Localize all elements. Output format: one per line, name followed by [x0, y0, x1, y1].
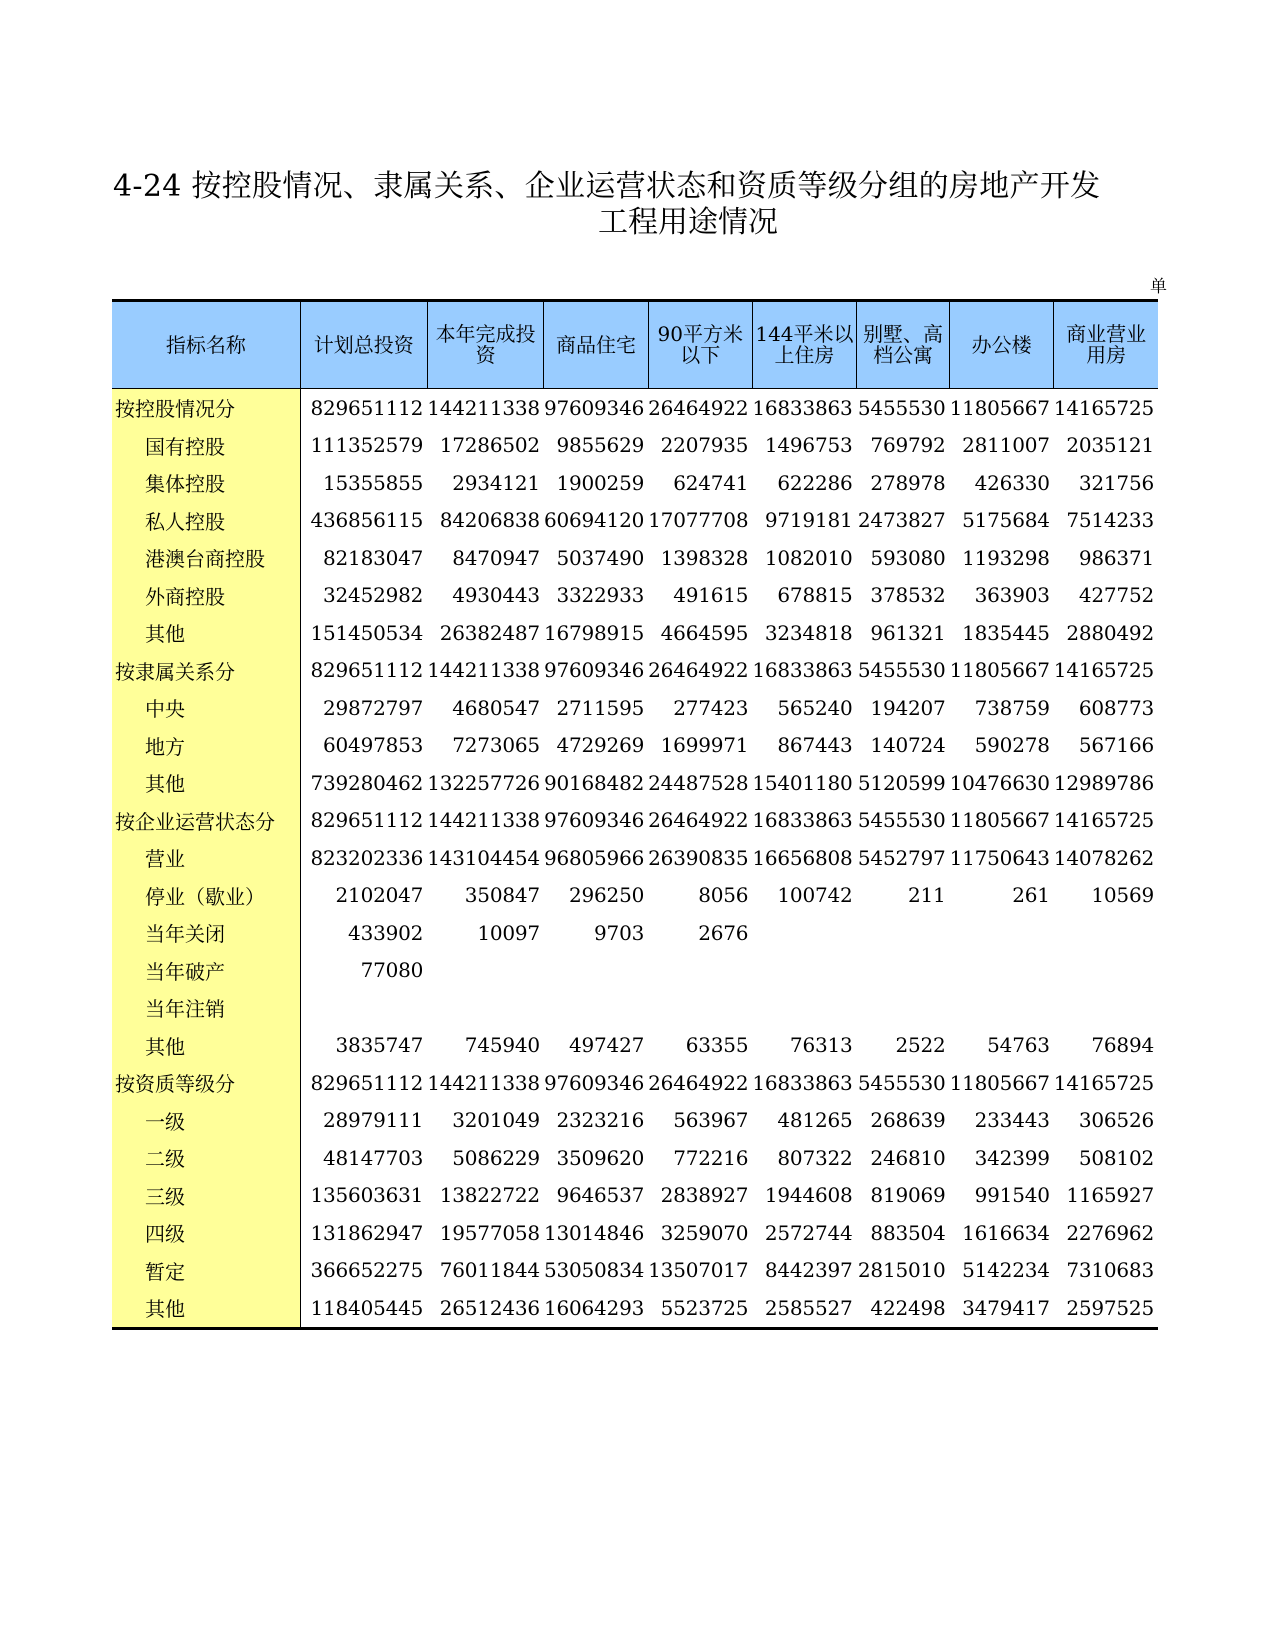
header-over-144sqm: 144平米以上住房: [752, 301, 856, 389]
table-cell: [648, 952, 752, 990]
table-cell: 10476630: [949, 770, 1050, 795]
row-label: 港澳台商控股: [112, 539, 300, 577]
table-cell: 769792: [870, 433, 946, 458]
row-label: 其他: [112, 764, 300, 802]
table-cell: 63355: [685, 1033, 749, 1058]
table-cell: 82183047: [323, 545, 424, 570]
table-row: [112, 389, 1158, 427]
table-cell: 2522: [895, 1033, 946, 1058]
table-cell: 2880492: [1066, 620, 1154, 645]
table-cell: 132257726: [427, 770, 540, 795]
table-row: [112, 689, 1158, 727]
table-cell: 54763: [987, 1033, 1050, 1058]
table-cell: 60497853: [323, 733, 424, 758]
statistics-table: [112, 299, 1158, 1330]
table-cell: 2323216: [556, 1108, 645, 1133]
table-cell: 14165725: [1053, 1070, 1154, 1095]
table-cell: 563967: [673, 1108, 749, 1133]
table-cell: 306526: [1078, 1108, 1154, 1133]
table-cell: 90168482: [543, 770, 645, 795]
header-indicator: 指标名称: [112, 301, 300, 389]
table-cell: 2815010: [857, 1258, 946, 1283]
row-label: 集体控股: [112, 464, 300, 502]
table-cell: 2473827: [857, 508, 946, 533]
table-cell: [857, 914, 950, 952]
table-cell: 481265: [777, 1108, 853, 1133]
table-cell: 5452797: [857, 845, 946, 870]
table-cell: 26464922: [648, 808, 749, 833]
table-cell: 883504: [870, 1220, 946, 1245]
table-cell: 11805667: [949, 395, 1050, 420]
table-cell: 60694120: [543, 508, 645, 533]
table-cell: 2276962: [1066, 1220, 1154, 1245]
table-cell: [950, 914, 1054, 952]
table-cell: 321756: [1078, 470, 1154, 495]
row-label: 当年关闭: [112, 914, 300, 952]
table-cell: [950, 989, 1054, 1027]
table-cell: 378532: [870, 583, 946, 608]
table-cell: 7310683: [1066, 1258, 1154, 1283]
table-cell: 144211338: [427, 395, 540, 420]
row-label: 停业（歇业）: [112, 877, 300, 915]
table-cell: 2934121: [452, 470, 540, 495]
row-label: 营业: [112, 839, 300, 877]
row-label: 中央: [112, 689, 300, 727]
table-cell: 624741: [673, 470, 749, 495]
row-label: 外商控股: [112, 577, 300, 615]
table-cell: 829651112: [310, 395, 424, 420]
table-cell: 16833863: [752, 1070, 853, 1095]
table-cell: 593080: [870, 545, 946, 570]
table-row: [112, 764, 1158, 802]
table-cell: 1165927: [1066, 1183, 1154, 1208]
table-cell: [1054, 914, 1158, 952]
header-commercial-housing: 商品住宅: [544, 301, 648, 389]
table-cell: 738759: [974, 695, 1050, 720]
table-cell: 4680547: [452, 695, 540, 720]
row-label: 其他: [112, 1289, 300, 1328]
table-cell: 16656808: [752, 845, 853, 870]
table-cell: 745940: [464, 1033, 540, 1058]
table-cell: 2676: [698, 920, 749, 945]
table-cell: 986371: [1078, 545, 1154, 570]
table-row: [112, 1177, 1158, 1215]
table-cell: 77080: [360, 958, 424, 983]
table-cell: 26464922: [648, 658, 749, 683]
table-cell: 14165725: [1053, 658, 1154, 683]
table-cell: 26464922: [648, 1070, 749, 1095]
table-cell: 97609346: [543, 395, 645, 420]
table-cell: 135603631: [310, 1183, 424, 1208]
table-cell: 32452982: [323, 583, 424, 608]
row-label: 当年破产: [112, 952, 300, 990]
table-cell: 16064293: [544, 1289, 648, 1328]
table-cell: 100742: [777, 883, 853, 908]
table-cell: 10097: [477, 920, 540, 945]
table-cell: 5455530: [857, 1070, 946, 1095]
table-row: [112, 989, 1158, 1027]
table-cell: 296250: [568, 883, 645, 908]
row-label: 三级: [112, 1177, 300, 1215]
header-office: 办公楼: [950, 301, 1054, 389]
table-cell: 829651112: [310, 658, 424, 683]
table-cell: 436856115: [310, 508, 424, 533]
table-cell: 9719181: [764, 508, 853, 533]
table-cell: 3259070: [660, 1220, 749, 1245]
table-cell: 2811007: [962, 433, 1050, 458]
table-row: [112, 614, 1158, 652]
table-cell: [544, 989, 648, 1027]
table-cell: 9855629: [556, 433, 645, 458]
table-cell: 350847: [464, 883, 540, 908]
table-cell: 9703: [594, 920, 645, 945]
table-cell: 2102047: [335, 883, 424, 908]
table-row: [112, 1289, 1158, 1328]
row-label: 按隶属关系分: [112, 652, 300, 690]
header-completed-investment: 本年完成投资: [427, 301, 544, 389]
table-cell: 567166: [1078, 733, 1154, 758]
table-cell: 97609346: [543, 1070, 645, 1095]
unit-label: 单: [1150, 277, 1167, 297]
row-label: 其他: [112, 1027, 300, 1065]
table-row: [112, 1252, 1158, 1290]
table-cell: 140724: [870, 733, 946, 758]
table-cell: 5120599: [857, 770, 946, 795]
table-cell: 5523725: [648, 1289, 752, 1328]
table-cell: 11805667: [949, 808, 1050, 833]
table-cell: [648, 989, 752, 1027]
table-cell: 1835445: [962, 620, 1050, 645]
table-cell: 13014846: [543, 1220, 645, 1245]
table-cell: 5455530: [857, 808, 946, 833]
table-cell: 111352579: [310, 433, 424, 458]
table-cell: 84206838: [439, 508, 540, 533]
table-row: [112, 502, 1158, 540]
table-cell: 497427: [568, 1033, 645, 1058]
table-cell: 53050834: [543, 1258, 645, 1283]
table-cell: 5455530: [857, 395, 946, 420]
table-cell: 143104454: [427, 845, 540, 870]
table-cell: 508102: [1078, 1145, 1154, 1170]
table-cell: 15355855: [323, 470, 424, 495]
row-label: 暂定: [112, 1252, 300, 1290]
table-title: 4-24 按控股情况、隶属关系、企业运营状态和资质等级分组的房地产开发: [113, 169, 1101, 204]
table-row: [112, 427, 1158, 465]
table-cell: 9646537: [556, 1183, 645, 1208]
table-cell: 422498: [857, 1289, 950, 1328]
table-row: [112, 802, 1158, 840]
table-cell: 3322933: [556, 583, 645, 608]
table-cell: 991540: [974, 1183, 1050, 1208]
table-cell: 13507017: [648, 1258, 749, 1283]
table-cell: 76894: [1091, 1033, 1154, 1058]
table-cell: 118405445: [300, 1289, 427, 1328]
table-cell: 11750643: [949, 845, 1050, 870]
table-cell: 29872797: [323, 695, 424, 720]
table-cell: [1054, 989, 1158, 1027]
table-row: [112, 1102, 1158, 1140]
table-cell: 363903: [974, 583, 1050, 608]
table-cell: 15401180: [752, 770, 853, 795]
table-cell: 17286502: [439, 433, 540, 458]
table-title-line2: 工程用途情况: [598, 205, 778, 240]
table-cell: [300, 989, 427, 1027]
table-cell: 678815: [777, 583, 853, 608]
table-cell: 433902: [348, 920, 424, 945]
table-cell: 5142234: [962, 1258, 1050, 1283]
table-cell: 277423: [673, 695, 749, 720]
table-row: [112, 877, 1158, 915]
table-cell: 28979111: [323, 1108, 424, 1133]
table-cell: 11805667: [949, 1070, 1050, 1095]
row-label: 当年注销: [112, 989, 300, 1027]
table-cell: 7273065: [452, 733, 540, 758]
table-cell: 2838927: [660, 1183, 749, 1208]
table-row: [112, 727, 1158, 765]
table-row: [112, 539, 1158, 577]
table-cell: 366652275: [310, 1258, 424, 1283]
table-cell: 131862947: [310, 1220, 424, 1245]
table-cell: 278978: [870, 470, 946, 495]
table-row: [112, 839, 1158, 877]
table-cell: 8470947: [452, 545, 540, 570]
table-cell: 1082010: [764, 545, 853, 570]
table-cell: 622286: [777, 470, 853, 495]
table-cell: 5086229: [452, 1145, 540, 1170]
table-cell: 76313: [789, 1033, 853, 1058]
table-cell: 819069: [870, 1183, 946, 1208]
table-cell: 1900259: [556, 470, 645, 495]
row-label: 按控股情况分: [112, 389, 300, 427]
table-cell: 867443: [777, 733, 853, 758]
table-cell: 2711595: [556, 695, 645, 720]
table-cell: 8442397: [764, 1258, 853, 1283]
table-cell: 1699971: [660, 733, 749, 758]
table-cell: 14078262: [1053, 845, 1154, 870]
table-cell: 5455530: [857, 658, 946, 683]
row-label: 按资质等级分: [112, 1064, 300, 1102]
table-cell: 24487528: [648, 770, 749, 795]
row-label: 国有控股: [112, 427, 300, 465]
table-cell: 151450534: [310, 620, 424, 645]
table-cell: 194207: [870, 695, 946, 720]
table-cell: 3479417: [950, 1289, 1054, 1328]
row-label: 一级: [112, 1102, 300, 1140]
table-cell: 829651112: [310, 1070, 424, 1095]
table-cell: 3509620: [556, 1145, 645, 1170]
table-cell: [857, 989, 950, 1027]
table-cell: [857, 952, 950, 990]
table-cell: 12989786: [1053, 770, 1154, 795]
table-cell: 491615: [673, 583, 749, 608]
table-cell: 14165725: [1053, 395, 1154, 420]
table-cell: 48147703: [323, 1145, 424, 1170]
table-cell: [427, 989, 544, 1027]
table-cell: 16833863: [752, 808, 853, 833]
table-cell: 2597525: [1054, 1289, 1158, 1328]
table-cell: 4664595: [660, 620, 749, 645]
table-cell: 3835747: [335, 1033, 424, 1058]
table-cell: 97609346: [543, 658, 645, 683]
table-cell: 16833863: [752, 395, 853, 420]
table-cell: 144211338: [427, 1070, 540, 1095]
table-cell: 10569: [1091, 883, 1154, 908]
table-cell: 16833863: [752, 658, 853, 683]
table-cell: 7514233: [1066, 508, 1154, 533]
table-row: [112, 577, 1158, 615]
table-cell: 4729269: [556, 733, 645, 758]
table-row: [112, 652, 1158, 690]
table-cell: 961321: [870, 620, 946, 645]
table-cell: 807322: [777, 1145, 853, 1170]
table-cell: [1054, 952, 1158, 990]
table-cell: 342399: [974, 1145, 1050, 1170]
table-cell: 608773: [1078, 695, 1154, 720]
table-cell: 261: [1012, 883, 1050, 908]
table-cell: 1193298: [962, 545, 1050, 570]
table-cell: 4930443: [452, 583, 540, 608]
table-row: [112, 464, 1158, 502]
header-planned-total-investment: 计划总投资: [300, 301, 427, 389]
row-label: 地方: [112, 727, 300, 765]
table-cell: 2572744: [764, 1220, 853, 1245]
table-row: [112, 1064, 1158, 1102]
table-cell: 590278: [974, 733, 1050, 758]
table-cell: 16798915: [543, 620, 645, 645]
table-cell: 1398328: [660, 545, 749, 570]
row-label: 按企业运营状态分: [112, 802, 300, 840]
row-label: 四级: [112, 1214, 300, 1252]
header-under-90sqm: 90平方米以下: [648, 301, 752, 389]
table-cell: [752, 989, 856, 1027]
table-cell: 268639: [870, 1108, 946, 1133]
table-cell: [752, 914, 856, 952]
table-row: [112, 1027, 1158, 1065]
table-cell: 823202336: [310, 845, 424, 870]
table-cell: 1496753: [764, 433, 853, 458]
table-cell: 1616634: [962, 1220, 1050, 1245]
table-cell: 2585527: [752, 1289, 856, 1328]
table-cell: 144211338: [427, 658, 540, 683]
row-label: 私人控股: [112, 502, 300, 540]
table-cell: 1944608: [764, 1183, 853, 1208]
row-label: 其他: [112, 614, 300, 652]
table-cell: 96805966: [543, 845, 645, 870]
table-cell: 8056: [698, 883, 749, 908]
table-cell: 5175684: [962, 508, 1050, 533]
table-body: [112, 389, 1158, 1329]
header-commercial-business: 商业营业用房: [1054, 301, 1158, 389]
table-cell: 211: [908, 883, 946, 908]
table-cell: 829651112: [310, 808, 424, 833]
table-cell: 11805667: [949, 658, 1050, 683]
table-cell: [544, 952, 648, 990]
table-cell: 14165725: [1053, 808, 1154, 833]
table-cell: 26390835: [648, 845, 749, 870]
table-cell: 26464922: [648, 395, 749, 420]
table-cell: 76011844: [439, 1258, 540, 1283]
row-label: 二级: [112, 1139, 300, 1177]
table-row: [112, 914, 1158, 952]
table-cell: 739280462: [310, 770, 424, 795]
table-row: [112, 952, 1158, 990]
table-cell: 427752: [1078, 583, 1154, 608]
table-cell: 772216: [673, 1145, 749, 1170]
table-cell: 13822722: [439, 1183, 540, 1208]
table-cell: 97609346: [543, 808, 645, 833]
table-cell: 144211338: [427, 808, 540, 833]
table-cell: 3234818: [764, 620, 853, 645]
table-cell: 17077708: [648, 508, 749, 533]
table-cell: 26512436: [427, 1289, 544, 1328]
table-cell: 3201049: [452, 1108, 540, 1133]
table-cell: 2207935: [660, 433, 749, 458]
table-cell: 2035121: [1066, 433, 1154, 458]
table-cell: 5037490: [556, 545, 645, 570]
table-cell: [752, 952, 856, 990]
table-cell: 426330: [974, 470, 1050, 495]
table-row: [112, 1139, 1158, 1177]
header-villa-apartment: 别墅、高档公寓: [857, 301, 950, 389]
table-cell: 233443: [974, 1108, 1050, 1133]
table-cell: 26382487: [439, 620, 540, 645]
table-cell: 246810: [870, 1145, 946, 1170]
table-row: [112, 1214, 1158, 1252]
header-row: [112, 301, 1158, 389]
table-cell: [950, 952, 1054, 990]
table-cell: 565240: [777, 695, 853, 720]
table-cell: 19577058: [439, 1220, 540, 1245]
table-cell: [427, 952, 544, 990]
